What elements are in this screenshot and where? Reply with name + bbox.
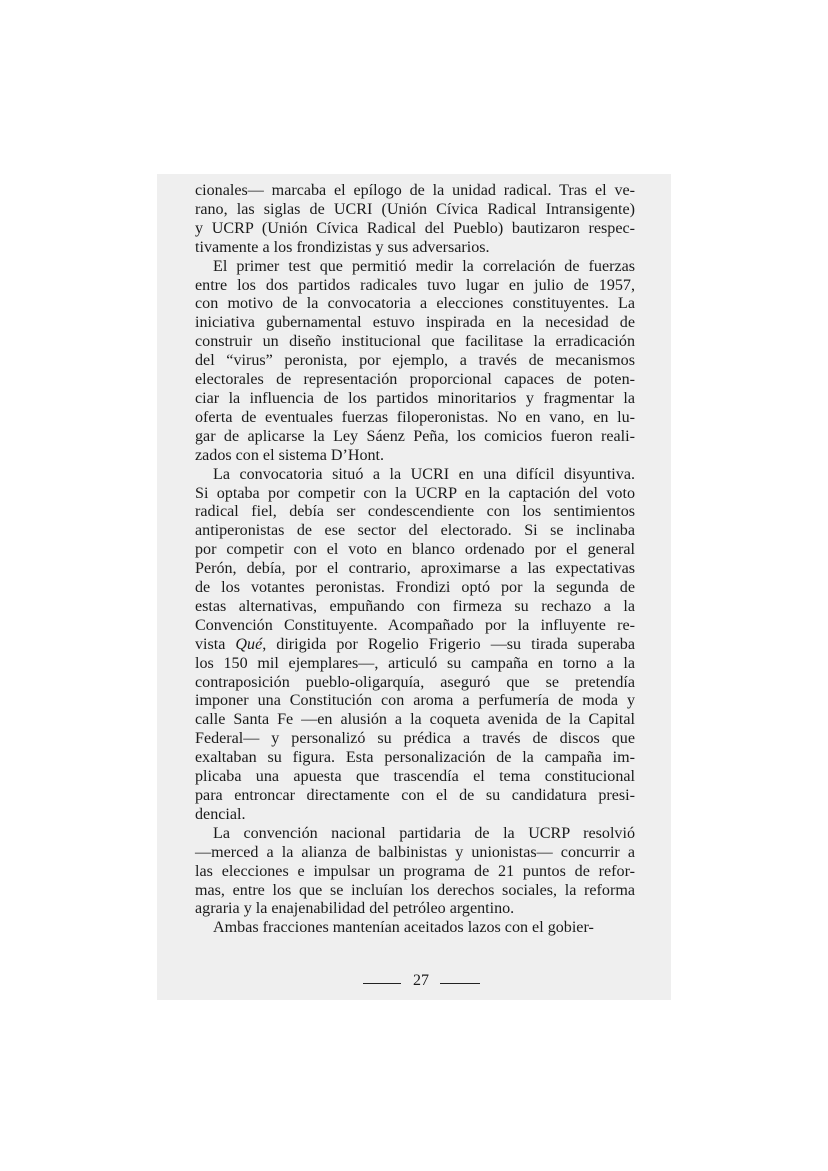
book-page (157, 174, 671, 1000)
paragraph (195, 182, 635, 258)
text-line: Convención Constituyente. Acompañado por la influyente re- (195, 616, 635, 634)
text-line: entre los dos partidos radicales tuvo lugar en julio de 1957, (195, 276, 635, 294)
page-footer (157, 972, 671, 992)
text-line: para entroncar directamente con el de su candidatura presi- (195, 787, 635, 804)
text-line: ciar la influencia de los partidos minoritarios y fragmentar la (195, 389, 635, 407)
text-line: —merced a la alianza de balbinistas y unionistas— concurrir a (195, 843, 635, 861)
text-line: del “virus” peronista, por ejemplo, a través de mecanismos (195, 352, 635, 370)
text-line: dencial. (195, 805, 246, 823)
footer-rule-left (363, 983, 401, 984)
text-line: La convención nacional partidaria de la UCRP resolvió (213, 824, 635, 842)
text-line: Ambas fracciones mantenían aceitados lazos con el gobier- (213, 919, 594, 937)
text-line: exaltaban su figura. Esta personalización de la campaña im- (195, 749, 635, 767)
text-line: Perón, debía, por el contrario, aproximarse a las expectativas (195, 560, 635, 578)
text-line: los 150 mil ejemplares—, articuló su campaña en torno a la (195, 654, 635, 672)
text-line: con motivo de la convocatoria a elecciones constituyentes. La (195, 295, 635, 313)
text-line: construir un diseño institucional que facilitase la erradicación (195, 333, 635, 351)
magazine-title: Qué (235, 635, 263, 653)
text-line: zados con el sistema D’Hont. (195, 446, 385, 464)
text-line: de los votantes peronistas. Frondizi optó por la segunda de (195, 579, 635, 597)
text-line: tivamente a los frondizistas y sus adversarios. (195, 238, 490, 256)
paragraph (195, 919, 635, 938)
text-line: y UCRP (Unión Cívica Radical del Pueblo) bautizaron respec- (195, 219, 635, 237)
text-line: Si optaba por competir con la UCRP en la captación del voto (195, 484, 635, 502)
paragraph (195, 258, 635, 466)
footer-rule-right (440, 983, 480, 984)
text-line: calle Santa Fe —en alusión a la coqueta avenida de la Capital (195, 711, 635, 729)
text-line: cionales— marcaba el epílogo de la unidad radical. Tras el ve- (195, 182, 635, 199)
text-line: mas, entre los que se incluían los derechos sociales, la reforma (195, 881, 635, 899)
text-line: las elecciones e impulsar un programa de 21 puntos de refor- (195, 862, 635, 880)
text-line: La convocatoria situó a la UCRI en una difícil disyuntiva. (213, 465, 635, 483)
page-number: 27 (413, 972, 429, 989)
text-line: imponer una Constitución con aroma a perfumería de moda y (195, 692, 635, 710)
text-line: vista Qué, dirigida por Rogelio Frigerio —su tirada superaba (195, 635, 635, 653)
text-line: agraria y la enajenabilidad del petróleo argentino. (195, 900, 515, 918)
body-text (195, 182, 635, 938)
text-line: estas alternativas, empuñando con firmeza su rechazo a la (195, 597, 635, 615)
text-line: plicaba una apuesta que trascendía el tema constitucional (195, 768, 635, 786)
paragraph (195, 466, 635, 825)
text-line: radical fiel, debía ser condescendiente con los sentimientos (195, 503, 635, 521)
text-line: gar de aplicarse la Ley Sáenz Peña, los comicios fueron reali- (195, 427, 635, 445)
text-line: electorales de representación proporcional capaces de poten- (195, 371, 635, 389)
text-line: oferta de eventuales fuerzas filoperonistas. No en vano, en lu- (195, 408, 635, 426)
text-line: contraposición pueblo-oligarquía, aseguró que se pretendía (195, 673, 635, 691)
paragraph (195, 825, 635, 920)
text-line: iniciativa gubernamental estuvo inspirada en la necesidad de (195, 314, 635, 332)
text-line: por competir con el voto en blanco ordenado por el general (195, 541, 635, 559)
text-line: rano, las siglas de UCRI (Unión Cívica Radical Intransigente) (195, 200, 635, 218)
text-line: Federal— y personalizó su prédica a través de discos que (195, 730, 635, 748)
text-line: El primer test que permitió medir la correlación de fuerzas (213, 257, 635, 275)
text-line: antiperonistas de ese sector del electorado. Si se inclinaba (195, 522, 635, 540)
